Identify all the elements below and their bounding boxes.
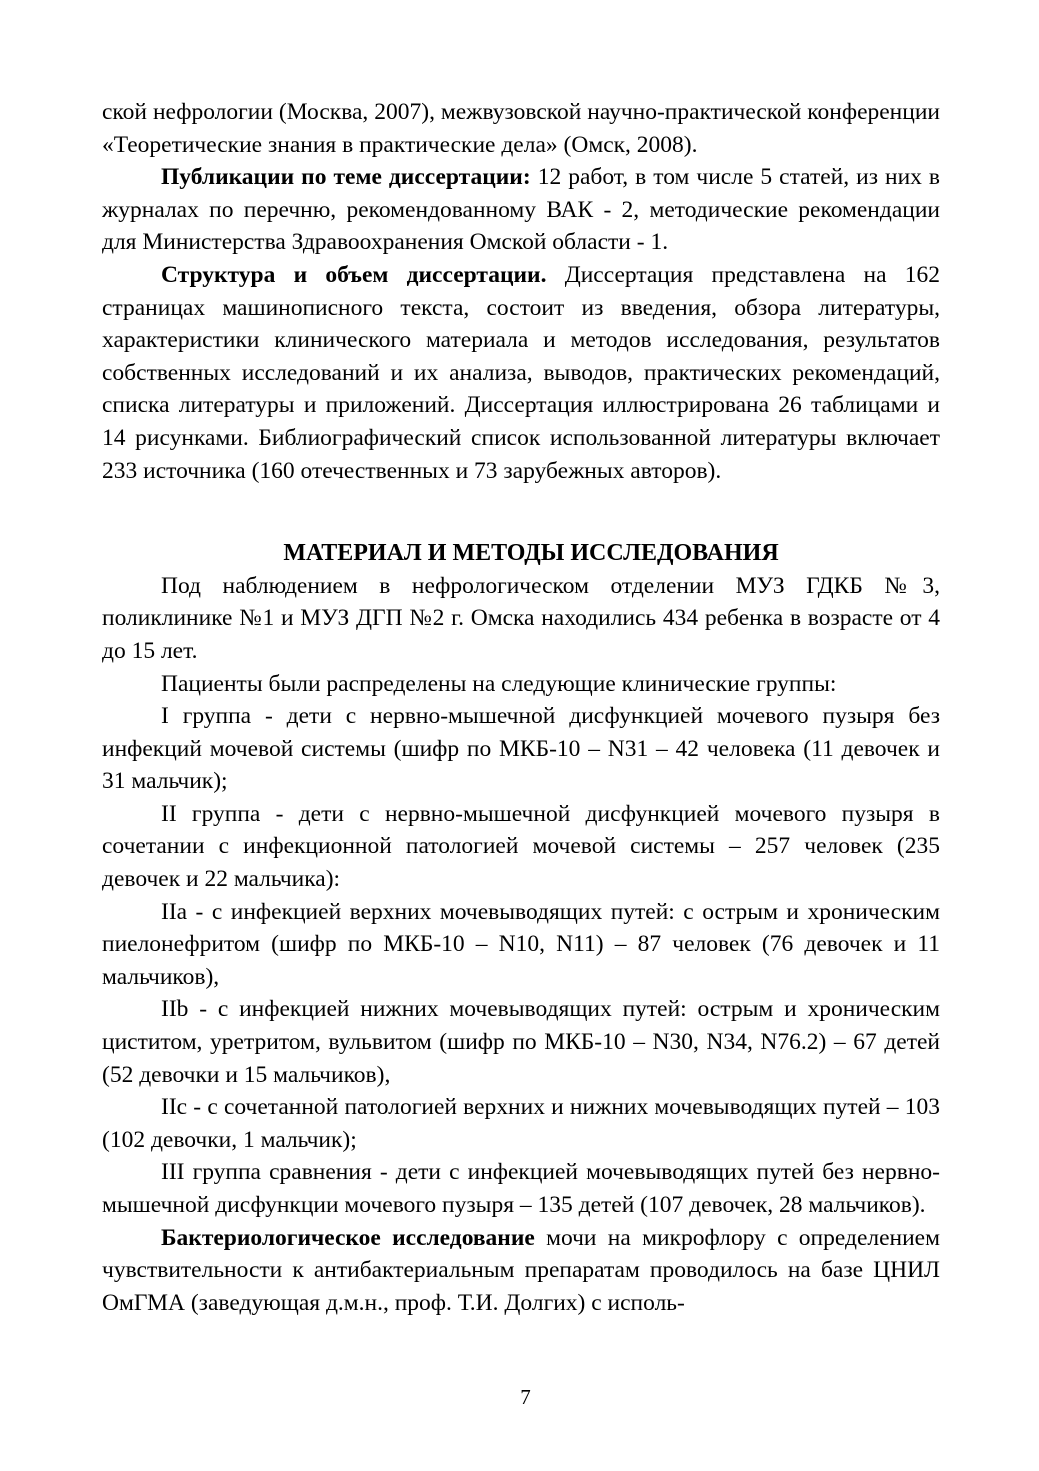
paragraph-text: мочи на микрофлору с определением чувствительности к антибактериальным препаратам проводилось на базе ЦНИЛ ОмГМА (заведующая д.м.н., проф. Т.И. Долгих) с исполь- [102, 1224, 940, 1316]
paragraph-group-2 [102, 798, 940, 896]
paragraph-lead: Публикации по теме диссертации: [161, 164, 531, 191]
paragraph-group-2b [102, 993, 940, 1091]
paragraph-structure [102, 259, 940, 487]
paragraph-bacteriology [102, 1222, 940, 1320]
paragraph-text: Пациенты были распределены на следующие клинические группы: [161, 670, 837, 697]
paragraph-text: Под наблюдением в нефрологическом отделении МУЗ ГДКБ №3, поликлинике №1 и МУЗ ДГП №2 г. Омска находились 434 ребенка в возрасте от 4 до 15 лет. [102, 572, 940, 664]
paragraph-text: IIb - с инфекцией нижних мочевыводящих путей: острым и хроническим циститом, уретритом, вульвитом (шифр по МКБ-10 – N30, N34, N76.2) – 67 детей (52 девочки и 15 мальчиков), [102, 996, 940, 1088]
paragraph-conference-continuation [102, 96, 940, 161]
paragraph-text: IIa - с инфекцией верхних мочевыводящих путей: с острым и хроническим пиелонефритом (шифр по МКБ-10 – N10, N11) – 87 человек (76 девочек и 11 мальчиков), [102, 898, 940, 990]
paragraph-lead: Бактериологическое исследование [161, 1224, 535, 1251]
paragraph-publications [102, 161, 940, 259]
paragraph-text: IIc - с сочетанной патологией верхних и нижних мочевыводящих путей – 103 (102 девочки, 1 мальчик); [102, 1094, 940, 1153]
paragraph-text: II группа - дети с нервно-мышечной дисфункцией мочевого пузыря в сочетании с инфекционной патологией мочевой системы – 257 человек (235 девочек и 22 мальчика): [102, 800, 940, 893]
paragraph-text: I группа - дети с нервно-мышечной дисфункцией мочевого пузыря без инфекций мочевой системы (шифр по МКБ-10 – N31 – 42 человека (11 девочек и 31 мальчик); [102, 703, 940, 795]
paragraph-text: III группа сравнения - дети с инфекцией мочевыводящих путей без нервно-мышечной дисфункции мочевого пузыря – 135 детей (107 девочек, 28 мальчиков). [102, 1159, 940, 1218]
paragraph-observation [102, 570, 940, 668]
paragraph-groups-intro [102, 668, 940, 701]
paragraph-group-2a [102, 896, 940, 994]
page-content [102, 96, 940, 1319]
paragraph-group-3 [102, 1156, 940, 1221]
paragraph-lead: Структура и объем диссертации. [161, 261, 547, 288]
page-number: 7 [520, 1385, 531, 1409]
paragraph-group-1 [102, 700, 940, 798]
section-heading: МАТЕРИАЛ И МЕТОДЫ ИССЛЕДОВАНИЯ [283, 540, 779, 567]
paragraph-text: 12 работ, в том числе 5 статей, из них в журналах по перечню, рекомендованному ВАК - 2, методические рекомендации для Министерства Здравоохранения Омской области - 1. [102, 164, 940, 256]
paragraph-text: ской нефрологии (Москва, 2007), межвузовской научно-практической конференции «Теоретические знания в практические дела» (Омск, 2008). [102, 99, 940, 158]
paragraph-text: Диссертация представлена на 162 страницах машинописного текста, состоит из введения, обзора литературы, характеристики клинического материала и методов исследования, результатов собственных исследований и их анализа, выводов, практических рекомендаций, списка литературы и приложений. Диссертация иллюстрирована 26 таблицами и 14 рисунками. Библиографический список использованной литературы включает 233 источника (160 отечественных и 73 зарубежных авторов). [102, 261, 940, 484]
paragraph-group-2c [102, 1091, 940, 1156]
